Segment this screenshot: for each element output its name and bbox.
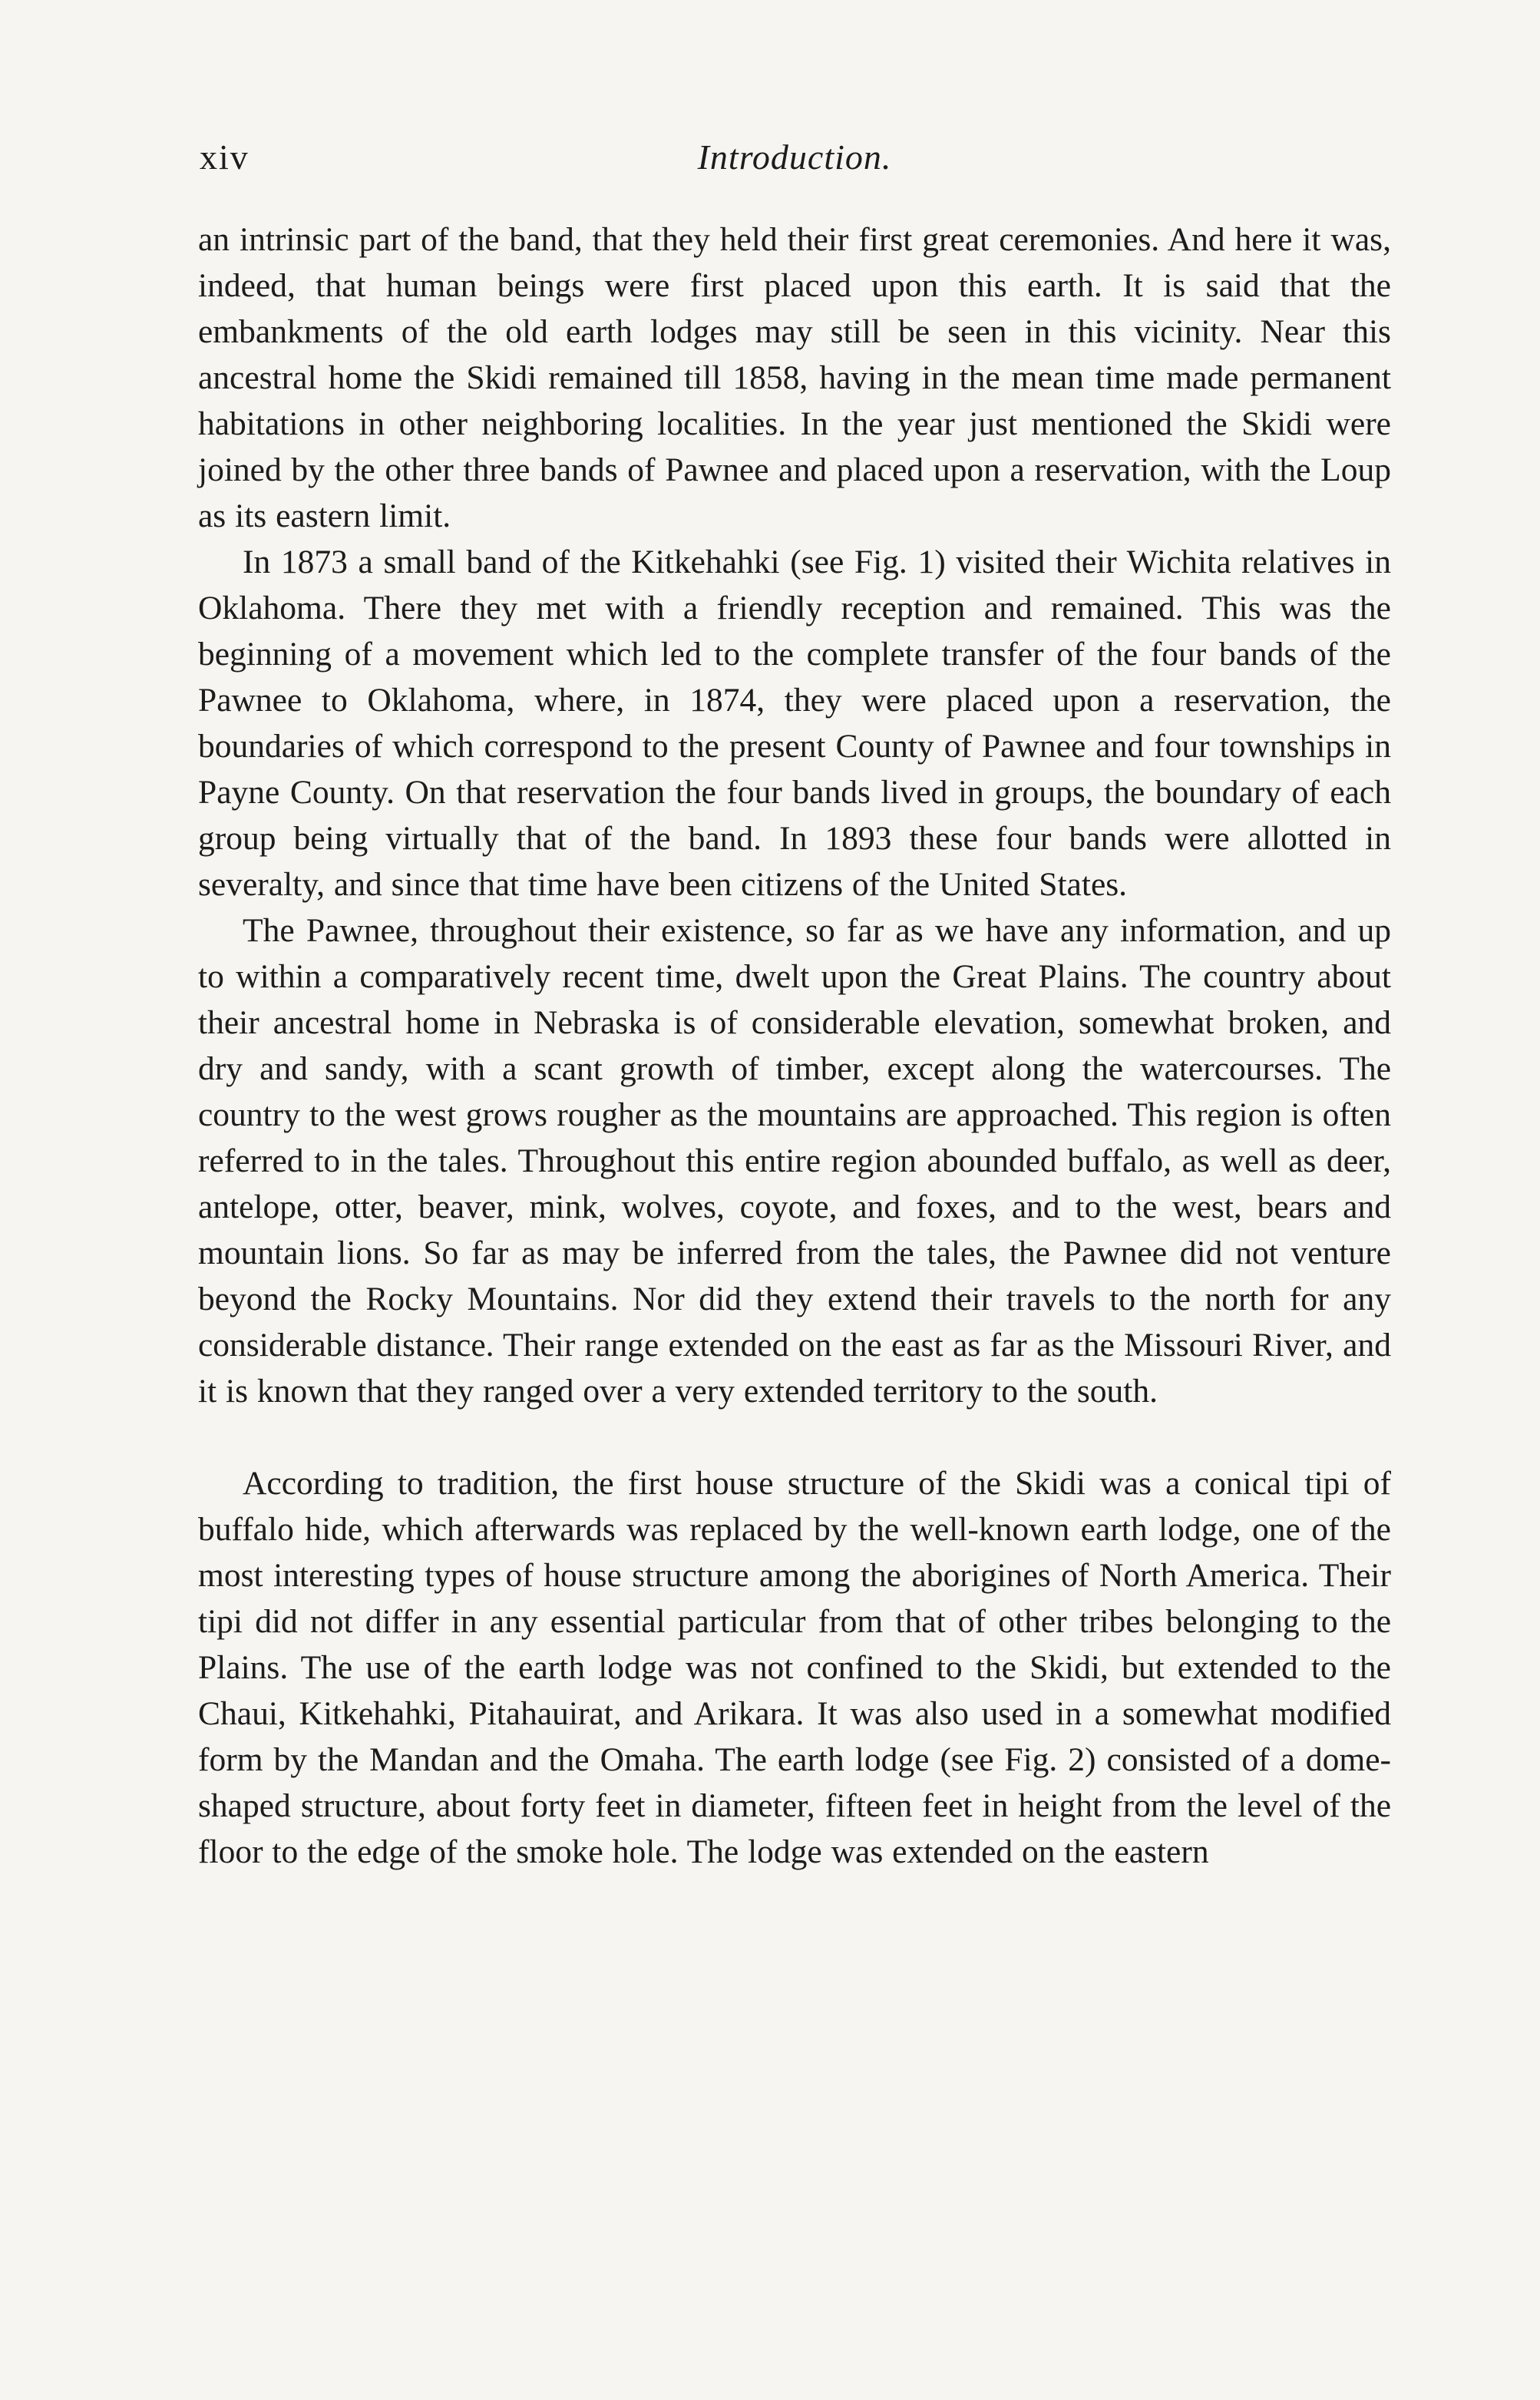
page-number: xiv xyxy=(200,137,250,177)
running-title: Introduction. xyxy=(697,137,892,177)
paragraph-continued: an intrinsic part of the band, that they held their first great ceremonies. And here it was, indeed, that human beings were first placed upon this earth. It is said that the embankments of the old earth lodges may still be seen in this vicinity. Near this ancestral home the Skidi remained till 1858, having in the mean time made permanent habitations in other neighboring localities. In the year just mentioned the Skidi were joined by the other three bands of Pawnee and placed upon a reservation, with the Loup as its eastern limit. xyxy=(198,221,1391,534)
paragraph-great-plains: The Pawnee, throughout their existence, so far as we have any information, and up to within a comparatively recent time, dwelt upon the Great Plains. The country about their ancestral home in Nebraska is of considerable elevation, somewhat broken, and dry and sandy, with a scant growth of timber, except along the watercourses. The country to the west grows rougher as the mountains are approached. This region is often referred to in the tales. Throughout this entire region abounded buffalo, as well as deer, antelope, otter, beaver, mink, wolves, coyote, and foxes, and to the west, bears and mountain lions. So far as may be inferred from the tales, the Pawnee did not venture beyond the Rocky Mountains. Nor did they extend their travels to the north for any considerable distance. Their range extended on the east as far as the Missouri River, and it is known that they ranged over a very extended territory to the south. xyxy=(198,912,1391,1410)
body-text xyxy=(198,217,1391,1875)
paragraph-kitkehahki-migration: In 1873 a small band of the Kitkehahki (see Fig. 1) visited their Wichita relatives in Oklahoma. There they met with a friendly reception and remained. This was the beginning of a movement which led to the complete transfer of the four bands of the Pawnee to Oklahoma, where, in 1874, they were placed upon a reservation, the boundaries of which correspond to the present County of Pawnee and four townships in Payne County. On that reservation the four bands lived in groups, the boundary of each group being virtually that of the band. In 1893 these four bands were allotted in severalty, and since that time have been citizens of the United States. xyxy=(198,544,1391,903)
paragraph-earth-lodge: According to tradition, the first house structure of the Skidi was a conical tipi of buffalo hide, which afterwards was replaced by the well-known earth lodge, one of the most interesting types of house structure among the aborigines of North America. Their tipi did not differ in any essential particular from that of other tribes belonging to the Plains. The use of the earth lodge was not confined to the Skidi, but extended to the Chaui, Kitkehahki, Pitahauirat, and Arikara. It was also used in a somewhat modified form by the Mandan and the Omaha. The earth lodge (see Fig. 2) consisted of a dome-shaped structure, about forty feet in diameter, fifteen feet in height from the level of the floor to the edge of the smoke hole. The lodge was extended on the eastern xyxy=(198,1465,1391,1870)
running-header xyxy=(198,137,1391,183)
